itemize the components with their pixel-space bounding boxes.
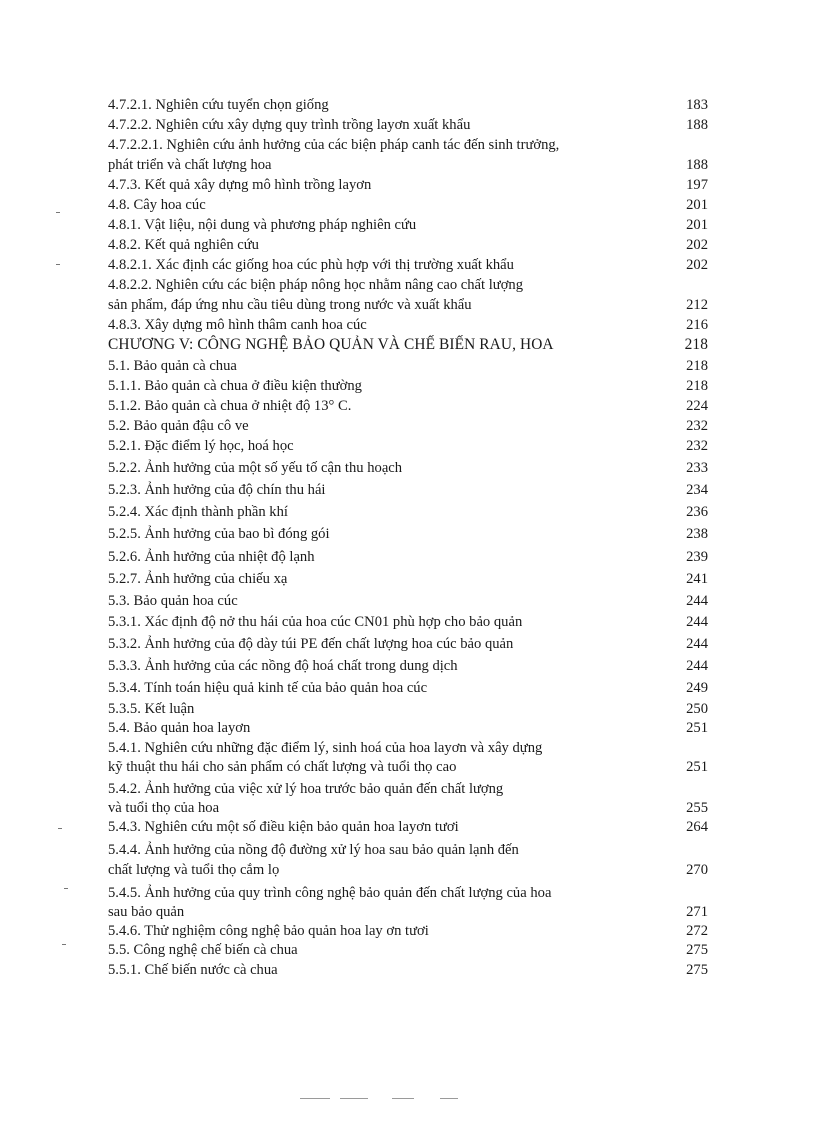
toc-page-number: 234 — [686, 482, 708, 498]
toc-entry-title: 5.3.5. Kết luận — [108, 701, 195, 717]
toc-entry-title: 5.2.2. Ảnh hưởng của một số yếu tố cận thu hoạch — [108, 460, 403, 476]
toc-page-number: 197 — [686, 177, 708, 193]
toc-page-number: 275 — [686, 942, 708, 958]
toc-entry-title: 5.2. Bảo quản đậu cô ve — [108, 418, 249, 434]
toc-entry-title: 5.4.2. Ảnh hưởng của việc xử lý hoa trước bảo quản đến chất lượng — [108, 781, 504, 797]
toc-page-number: 188 — [686, 157, 708, 173]
scan-mark — [392, 1098, 414, 1099]
toc-entry-title: 5.4.3. Nghiên cứu một số điều kiện bảo quản hoa layơn tươi — [108, 819, 459, 835]
scan-mark — [56, 212, 60, 213]
toc-page-number: 201 — [686, 217, 708, 233]
scan-mark — [440, 1098, 458, 1099]
toc-entry-title: phát triển và chất lượng hoa — [108, 157, 272, 173]
toc-page-number: 188 — [686, 117, 708, 133]
toc-entry-title: 4.7.2.2. Nghiên cứu xây dựng quy trình trồng layơn xuất khẩu — [108, 117, 471, 133]
toc-page-number: 239 — [686, 549, 708, 565]
toc-entry-title: 5.2.4. Xác định thành phần khí — [108, 504, 288, 520]
toc-entry-title: 5.3.1. Xác định độ nở thu hái của hoa cúc CN01 phù hợp cho bảo quản — [108, 614, 523, 630]
toc-page-number: 232 — [686, 438, 708, 454]
toc-page-number: 244 — [686, 614, 708, 630]
toc-entry-title: 5.2.5. Ảnh hưởng của bao bì đóng gói — [108, 526, 330, 542]
toc-entry-title: sản phẩm, đáp ứng nhu cầu tiêu dùng trong nước và xuất khẩu — [108, 297, 472, 313]
scan-mark — [58, 828, 62, 829]
toc-page-number: 233 — [686, 460, 708, 476]
toc-page-number: 272 — [686, 923, 708, 939]
toc-page-number: 216 — [686, 317, 708, 333]
toc-entry-title: 5.3.2. Ảnh hưởng của độ dày túi PE đến chất lượng hoa cúc bảo quản — [108, 636, 514, 652]
toc-entry-title: 5.2.3. Ảnh hưởng của độ chín thu hái — [108, 482, 326, 498]
toc-entry-title: 5.2.6. Ảnh hưởng của nhiệt độ lạnh — [108, 549, 315, 565]
toc-entry-title: chất lượng và tuổi thọ cắm lọ — [108, 862, 280, 878]
toc-entry-title: 5.2.1. Đặc điểm lý học, hoá học — [108, 438, 294, 454]
toc-entry-title: 4.8.2.1. Xác định các giống hoa cúc phù hợp với thị trường xuất khẩu — [108, 257, 514, 273]
scan-mark — [340, 1098, 368, 1099]
toc-page-number: 218 — [684, 336, 708, 353]
toc-page-number: 183 — [686, 97, 708, 113]
toc-entry-title: 4.7.2.2.1. Nghiên cứu ảnh hưởng của các biện pháp canh tác đến sinh trưởng, — [108, 137, 560, 153]
toc-entry-title: 5.1.1. Bảo quản cà chua ở điều kiện thường — [108, 378, 362, 394]
toc-page-number: 244 — [686, 593, 708, 609]
toc-page-number: 251 — [686, 720, 708, 736]
toc-entry-title: 5.2.7. Ảnh hưởng của chiếu xạ — [108, 571, 288, 587]
toc-entry-title: 5.4.1. Nghiên cứu những đặc điểm lý, sinh hoá của hoa layơn và xây dựng — [108, 740, 543, 756]
toc-page-number: 255 — [686, 800, 708, 816]
scan-mark — [56, 264, 60, 265]
toc-page-number: 251 — [686, 759, 708, 775]
toc-entry-title: 5.4.6. Thử nghiệm công nghệ bảo quản hoa lay ơn tươi — [108, 923, 429, 939]
scan-mark — [62, 944, 66, 945]
toc-page-number: 218 — [686, 378, 708, 394]
toc-page-number: 244 — [686, 658, 708, 674]
toc-entry-title: 5.5. Công nghệ chế biến cà chua — [108, 942, 298, 958]
toc-entry-title: 4.8.2. Kết quả nghiên cứu — [108, 237, 259, 253]
toc-entry-title: sau bảo quản — [108, 904, 185, 920]
toc-page-number: 249 — [686, 680, 708, 696]
toc-page-number: 232 — [686, 418, 708, 434]
toc-page-number: 218 — [686, 358, 708, 374]
toc-page-number: 271 — [686, 904, 708, 920]
toc-entry-title: 4.8.3. Xây dựng mô hình thâm canh hoa cúc — [108, 317, 367, 333]
scan-mark — [64, 888, 68, 889]
toc-page-number: 201 — [686, 197, 708, 213]
toc-entry-title: kỹ thuật thu hái cho sản phẩm có chất lượng và tuổi thọ cao — [108, 759, 457, 775]
toc-entry-title: 5.4. Bảo quản hoa layơn — [108, 720, 251, 736]
toc-entry-title: 5.5.1. Chế biến nước cà chua — [108, 962, 278, 978]
toc-page-number: 202 — [686, 257, 708, 273]
scan-mark — [300, 1098, 330, 1099]
toc-entry-title: 5.1.2. Bảo quản cà chua ở nhiệt độ 13° C. — [108, 398, 352, 414]
toc-entry-title: 4.7.3. Kết quả xây dựng mô hình trồng layơn — [108, 177, 372, 193]
toc-page-number: 202 — [686, 237, 708, 253]
toc-entry-title: 4.8.2.2. Nghiên cứu các biện pháp nông học nhằm nâng cao chất lượng — [108, 277, 524, 293]
toc-page-number: 250 — [686, 701, 708, 717]
toc-entry-title: 5.1. Bảo quản cà chua — [108, 358, 237, 374]
toc-page-number: 224 — [686, 398, 708, 414]
toc-entry-title: 4.8.1. Vật liệu, nội dung và phương pháp nghiên cứu — [108, 217, 417, 233]
toc-entry-title: và tuổi thọ của hoa — [108, 800, 220, 816]
toc-entry-title: 4.7.2.1. Nghiên cứu tuyển chọn giống — [108, 97, 329, 113]
toc-page-number: 264 — [686, 819, 708, 835]
toc-page-number: 241 — [686, 571, 708, 587]
toc-entry-title: 5.3.4. Tính toán hiệu quả kinh tế của bảo quản hoa cúc — [108, 680, 428, 696]
toc-page-number: 244 — [686, 636, 708, 652]
toc-entry-title: 4.8. Cây hoa cúc — [108, 197, 206, 213]
toc-entry-title: 5.4.5. Ảnh hưởng của quy trình công nghệ bảo quản đến chất lượng của hoa — [108, 885, 552, 901]
toc-entry-title: 5.3. Bảo quản hoa cúc — [108, 593, 238, 609]
toc-entry-title: 5.3.3. Ảnh hưởng của các nồng độ hoá chất trong dung dịch — [108, 658, 458, 674]
toc-page-number: 236 — [686, 504, 708, 520]
toc-entry-title: 5.4.4. Ảnh hưởng của nồng độ đường xử lý hoa sau bảo quản lạnh đến — [108, 842, 519, 858]
toc-page-number: 270 — [686, 862, 708, 878]
toc-page-number: 212 — [686, 297, 708, 313]
toc-entry-title: CHƯƠNG V: CÔNG NGHỆ BẢO QUẢN VÀ CHẾ BIẾN RAU, HOA — [108, 336, 554, 353]
toc-page-number: 238 — [686, 526, 708, 542]
toc-page-number: 275 — [686, 962, 708, 978]
